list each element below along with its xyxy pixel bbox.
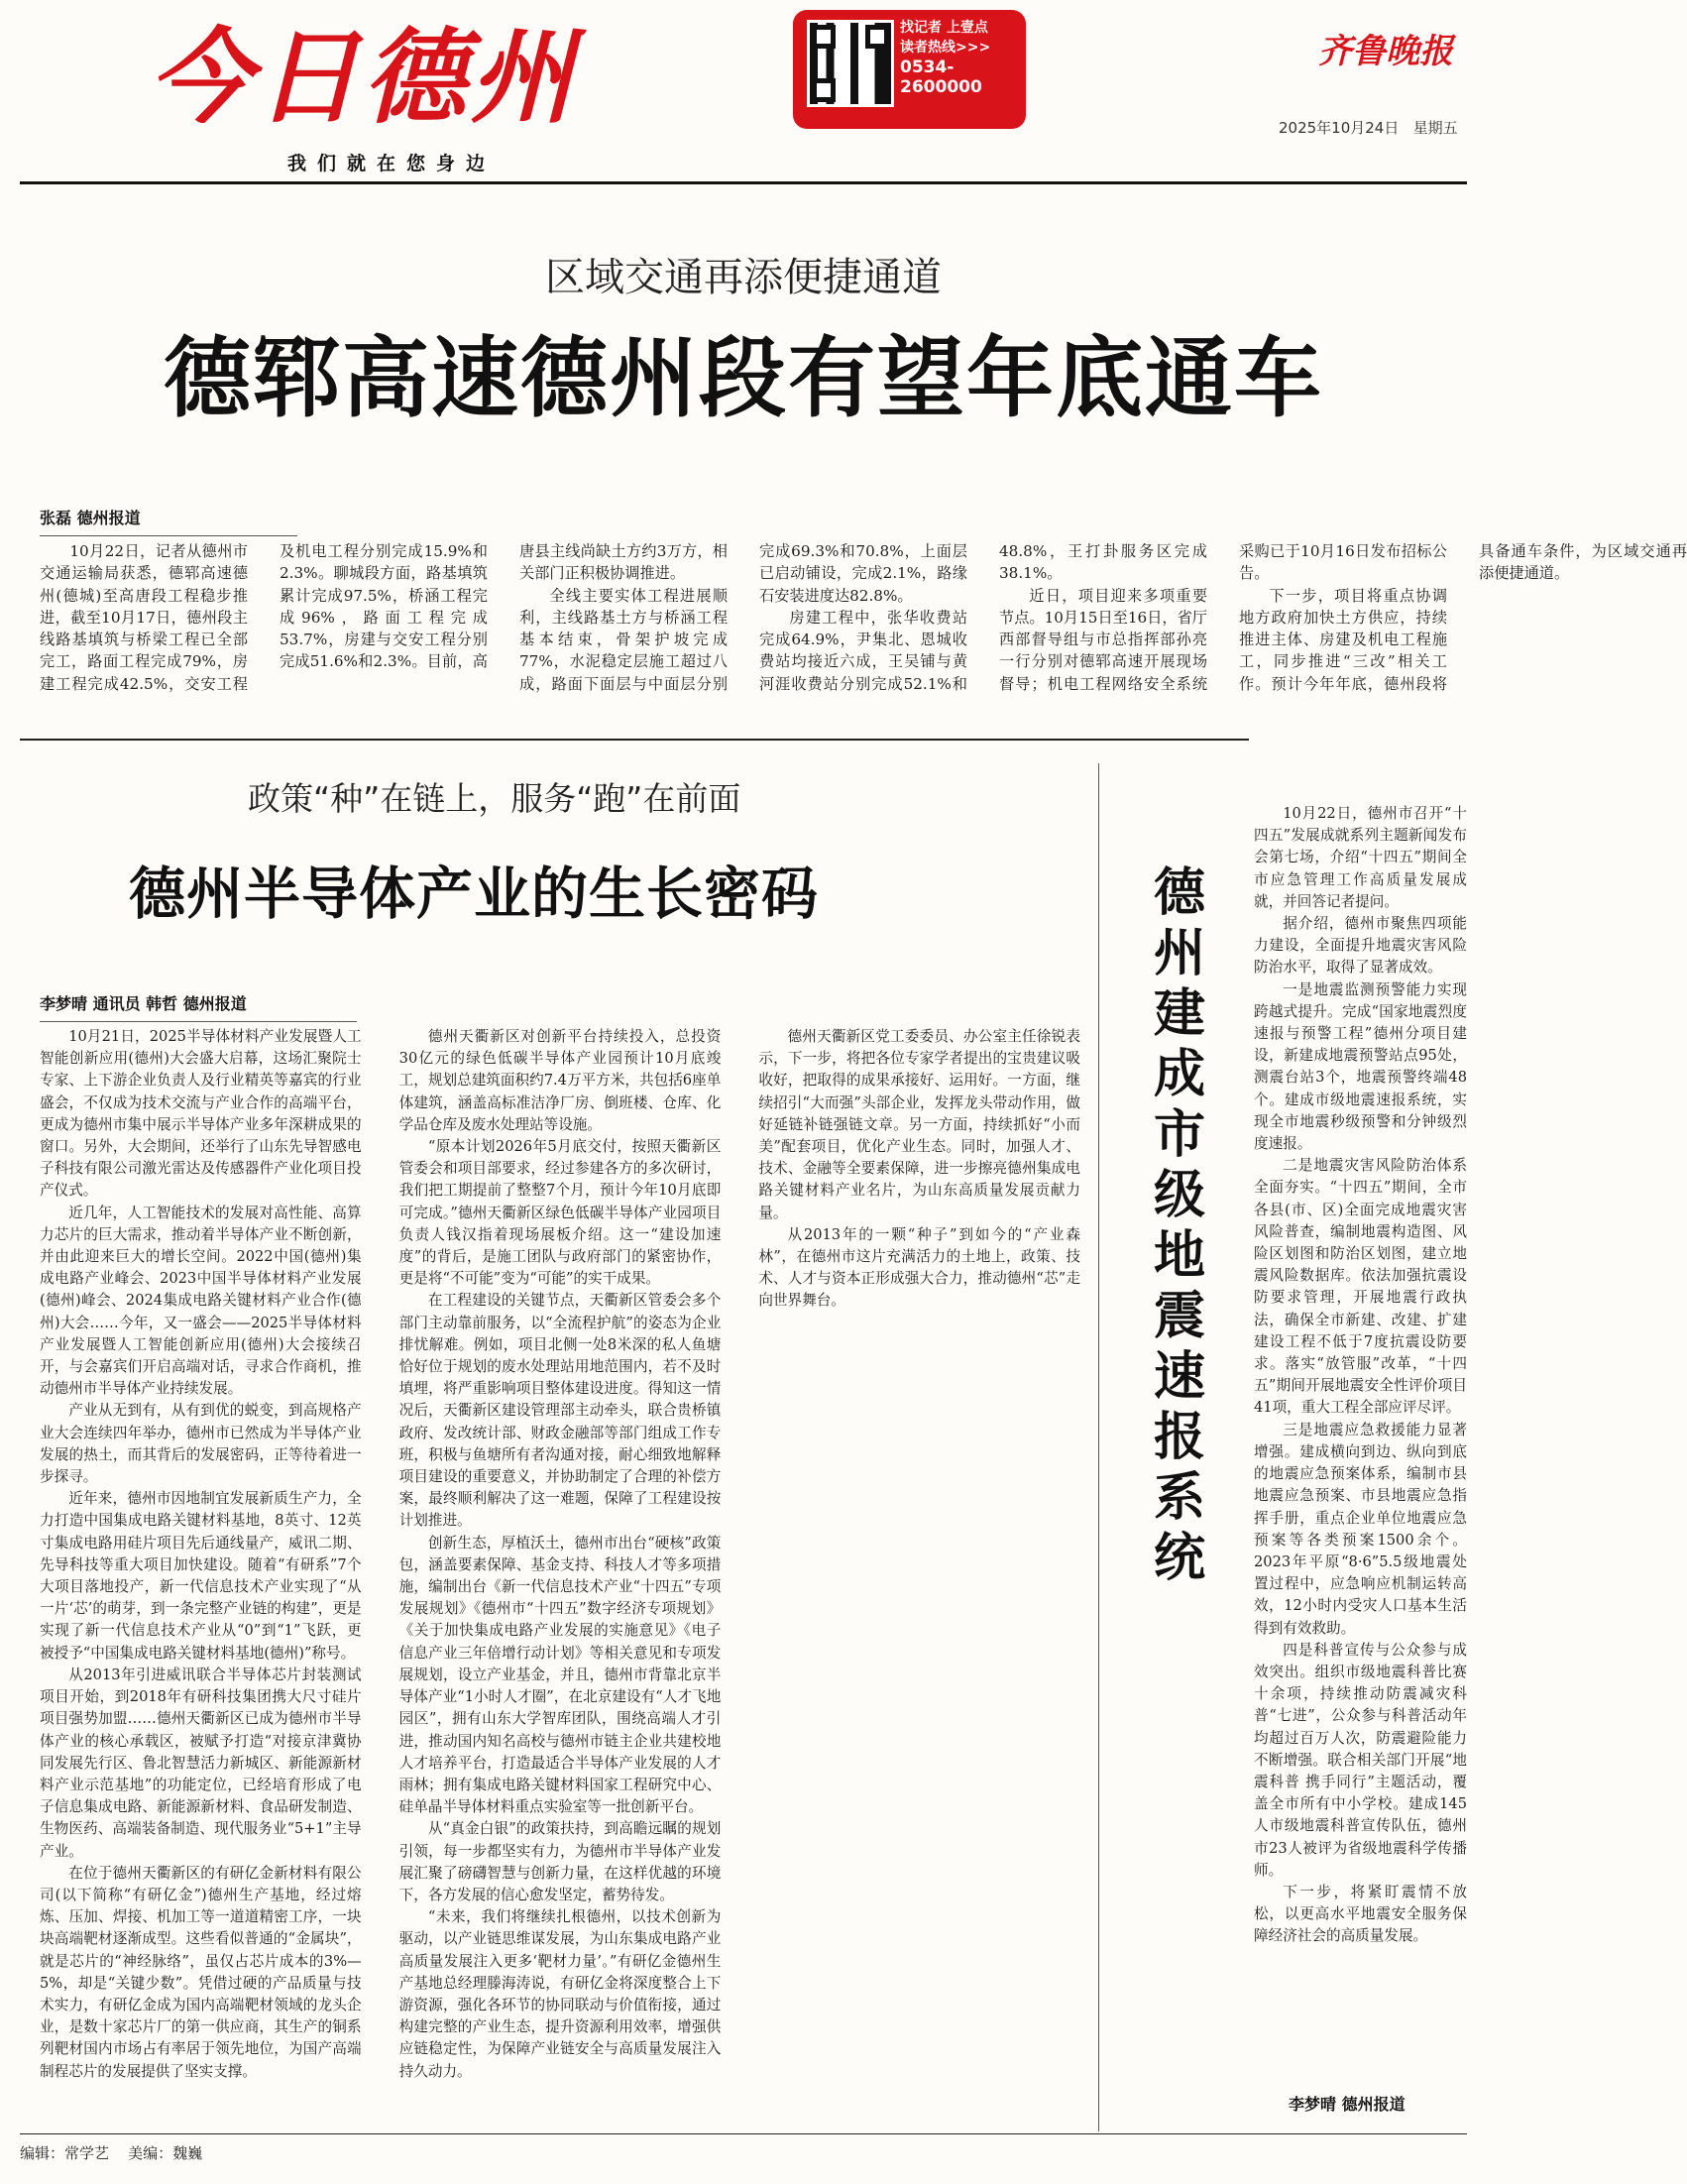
story2-paragraph: 从“真金白银”的政策扶持，到高瞻远瞩的规划引领，每一步都坚实有力，为德州市半导体产业发展汇聚了磅礴智慧与创新力量，在这样优越的环境下，各方发展的信心愈发坚定，蓄势待发。: [398, 1820, 722, 1903]
hotline-number: 2600000: [900, 77, 982, 97]
story1-paragraph: 下一步，项目将重点协调地方政府加快土方供应，持续推进主体、房建及机电工程施工，同步推进“三改”相关工作。预计今年年底，德州段将具备通车条件，为区域交通再添便捷通道。: [1239, 542, 1687, 693]
story3-paragraph: 10月22日，德州市召开“十四五”发展成就系列主题新闻发布会第七场，介绍“十四五”期间全市应急管理工作高质量发展成就，并回答记者提问。: [1254, 805, 1467, 910]
qr-code-icon: [807, 20, 894, 107]
story2-paragraph: 近年来，德州市因地制宜发展新质生产力，全力打造中国集成电路关键材料基地，8英寸、12英寸集成电路用硅片项目先后通线量产，威讯二期、先导科技等重大项目加快建设。随着“有研系”7个大项目落地投产，新一代信息技术产业实现了“从一片‘芯’的萌芽，到一条完整产业链的构建”，更是实现了新一代信息技术产业从“0”到“1”飞跃，更被授予“中国集成电路关键材料基地(德州)”称号。: [40, 1490, 362, 1662]
story2-paragraph: 创新生态，厚植沃土，德州市出台“硬核”政策包，涵盖要素保障、基金支持、科技人才等多项措施，编制出台《新一代信息技术产业“十四五”专项发展规划》《德州市“十四五”数字经济专项规划》《关于加快集成电路产业发展的实施意见》《电子信息产业三年倍增行动计划》等相关意见和专项发展规划，设立产业基金，并且，德州市背靠北京半导体产业“1小时人才圈”，在北京建设有“人才飞地园区”，拥有山东大学智库团队，围绕高端人才引进，推动国内知名高校与德州市链主企业共建校地人才培养平台，打造最适合半导体产业发展的人才雨林；拥有集成电路关键材料国家工程研究中心、硅单晶半导体材料重点实验室等一批创新平台。: [398, 1534, 722, 1816]
designer-credit: 美编：魏巍: [128, 2144, 203, 2162]
story2-body: [40, 1026, 1080, 2127]
reader-hotline-text: [900, 18, 1024, 97]
story3-byline: 李梦晴 德州报道: [1289, 2095, 1406, 2114]
story3-headline: 德州建成市级地震速报系统: [1153, 862, 1205, 1588]
story2-kicker: 政策“种”在链上，服务“跑”在前面: [248, 779, 741, 818]
issue-weekday: 星期五: [1412, 119, 1458, 137]
story2-paragraph: 德州天衢新区党工委委员、办公室主任徐锐表示，下一步，将把各位专家学者提出的宝贵建议吸收好，把取得的成果承接好、运用好。一方面，继续招引“大而强”头部企业，发挥龙头带动作用，做好延链补链强链文章。另一方面，持续抓好“小而美”配套项目，优化产业生态。同时，加强人才、技术、金融等全要素保障，进一步擦亮德州集成电路关键材料产业名片，为山东高质量发展贡献力量。: [758, 1028, 1080, 1221]
byline-rule: [40, 535, 297, 536]
story3-paragraph: 据介绍，德州市聚焦四项能力建设，全面提升地震灾害风险防治水平，取得了显著成效。: [1254, 915, 1467, 977]
column-divider: [1098, 763, 1099, 2131]
story1-paragraph: 全线主要实体工程进展顺利，主线路基土方与桥涵工程基本结束，骨架护坡完成77%，水泥稳定层施工超过八成，路面下面层与中面层分别完成69.3%和70.8%，上面层已启动铺设，完成2.1%，路缘石安装进度达82.8%。: [519, 542, 967, 693]
story3-paragraph: 一是地震监测预警能力实现跨越式提升。完成“国家地震烈度速报与预警工程”德州分项目建设，新建成地震预警站点95处，测震台站3个，地震预警终端48个。建成市级地震速报系统，实现全市地震秒级预警和分钟级烈度速报。: [1254, 980, 1467, 1153]
story2-headline: 德州半导体产业的生长密码: [129, 861, 819, 927]
footer-rule: [20, 2133, 1467, 2134]
hotline-slogan: 找记者 上壹点: [900, 20, 988, 36]
story1-paragraph: 房建工程中，张华收费站完成64.9%，尹集北、恩城收费站均接近六成，王吴铺与黄河涯收费站分别完成52.1%和48.8%，王打卦服务区完成38.1%。: [759, 542, 1207, 693]
hotline-area-code: 0534-: [900, 57, 955, 77]
story2-paragraph: 从2013年引进威讯联合半导体芯片封装测试项目开始，到2018年有研科技集团携大尺寸硅片项目强势加盟……德州天衢新区已成为德州市半导体产业的核心承载区，被赋予打造“对接京津冀协同发展先行区、鲁北智慧活力新城区、新能源新材料产业示范基地”的功能定位，已经培育形成了电子信息集成电路、新能源新材料、食品研发制造、生物医药、高端装备制造、现代服务业“5+1”主导产业。: [40, 1666, 362, 1860]
story2-paragraph: 在工程建设的关键节点，天衢新区管委会多个部门主动靠前服务，以“全流程护航”的姿态为企业排忧解难。例如，项目北侧一处8米深的私人鱼塘恰好位于规划的废水处理站用地范围内，若不及时填埋，将严重影响项目整体建设进度。得知这一情况后，天衢新区建设管理部主动牵头，联合贵桥镇政府、发改统计部、财政金融部等部门组成工作专班，积极与鱼塘所有者沟通对接，耐心细致地解释项目建设的重要意义，并协助制定了合理的补偿方案，最终顺利解决了这一难题，保障了工程建设按计划推进。: [398, 1292, 722, 1530]
story2-paragraph: 10月21日，2025半导体材料产业发展暨人工智能创新应用(德州)大会盛大启幕，这场汇聚院士专家、上下游企业负责人及行业精英等嘉宾的行业盛会，不仅成为技术交流与产业合作的高端平台，更成为德州市集中展示半导体产业多年深耕成果的窗口。另外，大会期间，还举行了山东先导智感电子科技有限公司激光雷达及传感器件产业化项目投产仪式。: [40, 1028, 362, 1200]
story2-paragraph: 近几年，人工智能技术的发展对高性能、高算力芯片的巨大需求，推动着半导体产业不断创新，并由此迎来巨大的增长空间。2022中国(德州)集成电路产业峰会、2023中国半导体材料产业发展(德州)峰会、2024集成电路关键材料产业合作(德州)大会……今年，又一盛会——2025半导体材料产业发展暨人工智能创新应用(德州)大会接续召开，与会嘉宾们开启高端对话，寻求合作商机，推动德州市半导体产业持续发展。: [40, 1204, 362, 1398]
story1-paragraph: 10月22日，记者从德州市交通运输局获悉，德郓高速德州(德城)至高唐段工程稳步推进，截至10月17日，德州段主线路基填筑与桥梁工程已全部完工，路面工程完成79%，房建工程完成42.5%，交安工程及机电工程分别完成15.9%和2.3%。聊城段方面，路基填筑累计完成97.5%，桥涵工程完成96%，路面工程完成53.7%，房建与交安工程分别完成51.6%和2.3%。目前，高唐县主线尚缺土方约3万方，相关部门正积极协调推进。: [40, 542, 728, 693]
story2-paragraph: “原本计划2026年5月底交付，按照天衢新区管委会和项目部要求，经过参建各方的多次研讨，我们把工期提前了整整7个月，预计今年10月底即可完成。”德州天衢新区绿色低碳半导体产业园项目负责人钱汉指着现场展板介绍。这一“建设加速度”的背后，是施工团队与政府部门的紧密协作，更是将“不可能”变为“可能”的实干成果。: [398, 1138, 722, 1288]
story2-paragraph: 在位于德州天衢新区的有研亿金新材料有限公司(以下简称“有研亿金”)德州生产基地，经过熔炼、压加、焊接、机加工等一道道精密工序，一块块高端靶材逐渐成型。这些看似普通的“金属块”，就是芯片的“神经脉络”，虽仅占芯片成本的3%—5%，却是“关键少数”。凭借过硬的产品质量与技术实力，有研亿金成为国内高端靶材领域的龙头企业，是数十家芯片厂的第一供应商，其生产的铜系列靶材国内市场占有率居于领先地位，为国产高端制程芯片的发展提供了坚实支撑。: [40, 1864, 362, 2080]
hotline-label: 读者热线>>>: [900, 40, 991, 56]
masthead-slogan: 我们就在您身边: [287, 153, 497, 174]
issue-date: 2025年10月24日: [1279, 119, 1400, 137]
masthead-rule: [20, 181, 1467, 184]
story3-paragraph: 二是地震灾害风险防治体系全面夯实。“十四五”期间，全市各县(市、区)全面完成地震灾害风险普查，编制地震构造图、风险区划图和防治区划图，建立地震风险数据库。依法加强抗震设防要求管理，开展地震行政执法，确保全市新建、改建、扩建建设工程不低于7度抗震设防要求。落实“放管服”改革，“十四五”期间开展地震安全性评价项目41项，重大工程全部应评尽评。: [1254, 1157, 1467, 1417]
story3-paragraph: 三是地震应急救援能力显著增强。建成横向到边、纵向到底的地震应急预案体系，编制市县地震应急预案、市县地震应急指挥手册，重点企业单位地震应急预案等各类预案1500余个。2023年平原“8·6”5.5级地震处置过程中，应急响应机制运转高效，12小时内受灾人口基本生活得到有效救助。: [1254, 1421, 1467, 1637]
story1-headline: 德郓高速德州段有望年底通车: [163, 326, 1323, 429]
editor-credit: 编辑：常学艺: [20, 2144, 110, 2162]
story3-body: [1254, 803, 1467, 2112]
story3-paragraph: 下一步，将紧盯震情不放松，以更高水平地震安全服务保障经济社会的高质量发展。: [1254, 1883, 1467, 1945]
footer-credits: [20, 2142, 202, 2163]
story1-kicker: 区域交通再添便捷通道: [545, 255, 942, 300]
story1-byline: 张磊 德州报道: [40, 509, 141, 527]
story2-byline: 李梦晴 通讯员 韩哲 德州报道: [40, 994, 247, 1013]
section-divider: [20, 739, 1249, 741]
story2-paragraph: 从2013年的一颗“种子”到如今的“产业森林”，在德州市这片充满活力的土地上，政策、技术、人才与资本正形成强大合力，推动德州“芯”走向世界舞台。: [758, 1225, 1080, 1310]
masthead-title: 今日德州: [149, 17, 578, 138]
story3-paragraph: 四是科普宣传与公众参与成效突出。组织市级地震科普比赛十余项，持续推动防震减灾科普“七进”，公众参与科普活动年均超过百万人次，防震避险能力不断增强。联合相关部门开展“地震科普 携手同行”主题活动，覆盖全市所有中小学校。建成145人市级地震科普宣传队伍，德州市23人被评为省级地震科学传播师。: [1254, 1641, 1467, 1879]
story1-body: [40, 540, 1687, 704]
byline-rule: [40, 1021, 357, 1022]
story2-paragraph: 产业从无到有，从有到优的蜕变，到高规格产业大会连续四年举办，德州市已然成为半导体产业发展的热土，而其背后的发展密码，正等待着进一步探寻。: [40, 1402, 362, 1486]
paper-logo: 齐鲁晚报: [1318, 32, 1453, 71]
story1-paragraph: 近日，项目迎来多项重要节点。10月15日至16日，省厅西部督导组与市总指挥部孙亮一行分别对德郓高速开展现场督导；机电工程网络安全系统采购已于10月16日发布招标公告。: [999, 542, 1447, 693]
story2-paragraph: “未来，我们将继续扎根德州，以技术创新为驱动，以产业链思维谋发展，为山东集成电路产业高质量发展注入更多‘靶材力量’。”有研亿金德州生产基地总经理滕海涛说，有研亿金将深度整合上下游资源，强化各环节的协同联动与价值衔接，通过构建完整的产业生态，提升资源利用效率，增强供应链稳定性，为保障产业链安全与高质量发展注入持久动力。: [398, 1908, 722, 2080]
story2-paragraph: 德州天衢新区对创新平台持续投入，总投资30亿元的绿色低碳半导体产业园预计10月底竣工，规划总建筑面积约7.4万平方米，共包括6座单体建筑，涵盖高标准洁净厂房、倒班楼、仓库、化学品仓库及废水处理站等设施。: [398, 1028, 722, 1133]
dateline: [1279, 117, 1458, 138]
